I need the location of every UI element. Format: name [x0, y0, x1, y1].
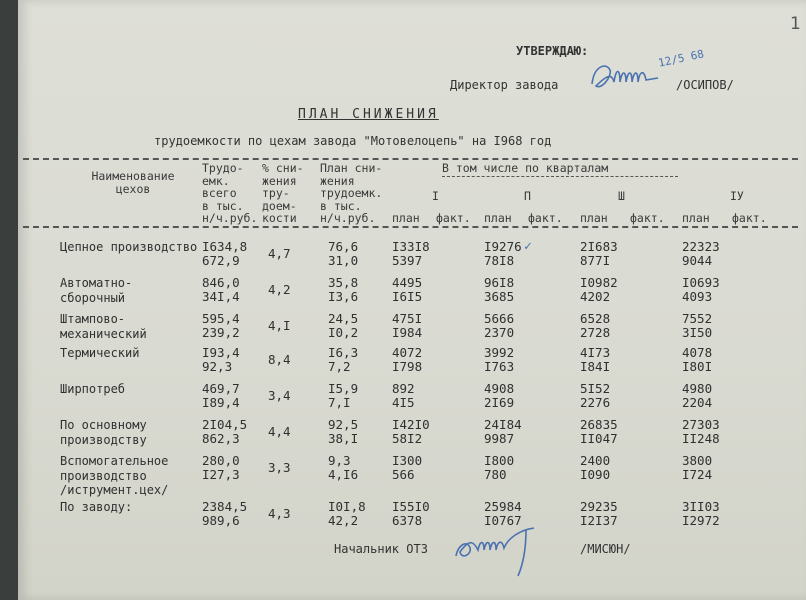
cell-total-fact: 34I,4 [202, 289, 240, 304]
cell-q2-plan: 24I84 [484, 417, 522, 432]
cell-reduction-pct: 4,I [268, 318, 291, 333]
cell-q2-fact: 3685 [484, 289, 515, 304]
approval-label: УТВЕРЖДАЮ: [516, 44, 589, 58]
row-workshop-name: Цепное производство [60, 240, 198, 254]
col-header-reduction-pct: % сни- жения тру- доем- кости [262, 161, 304, 225]
footer-name: /МИСЮН/ [580, 542, 631, 556]
cell-reduction-pct: 4,4 [268, 424, 291, 439]
cell-q3-fact: II047 [580, 431, 618, 446]
cell-total-plan: 595,4 [202, 311, 240, 326]
cell-total-plan: I634,8 [202, 239, 248, 254]
cell-q4-fact: I724 [682, 467, 713, 482]
cell-q4-fact: I80I [682, 359, 713, 374]
cell-reduction-plan: 92,5 [328, 417, 359, 432]
cell-q4-plan: 3II03 [682, 499, 720, 514]
cell-q2-plan: 25984 [484, 499, 522, 514]
cell-q1-fact: 4I5 [392, 395, 415, 410]
sub-plan-4: план [682, 211, 710, 225]
sub-plan-3: план [580, 211, 608, 225]
cell-q3-plan: 26835 [580, 417, 618, 432]
director-name: /ОСИПОВ/ [676, 78, 734, 92]
footer-title: Начальник ОТЗ [334, 542, 428, 556]
cell-q1-plan: I33I8 [392, 239, 430, 254]
cell-q4-plan: 4980 [682, 381, 713, 396]
cell-reduction-plan: 9,3 [328, 453, 351, 468]
cell-reduction-plan: 76,6 [328, 239, 359, 254]
cell-q3-fact: 2728 [580, 325, 611, 340]
col-header-quarters: В том числе по кварталам [442, 161, 609, 175]
cell-q3-fact: 2276 [580, 395, 611, 410]
cell-reduction-fact: I0,2 [328, 325, 359, 340]
cell-q4-fact: 9044 [682, 253, 713, 268]
cell-q4-plan: 3800 [682, 453, 713, 468]
cell-total-plan: 846,0 [202, 275, 240, 290]
cell-q1-plan: I55I0 [392, 499, 430, 514]
cell-reduction-plan: I5,9 [328, 381, 359, 396]
cell-reduction-pct: 4,7 [268, 246, 291, 261]
cell-q4-plan: 27303 [682, 417, 720, 432]
cell-q2-fact: 780 [484, 467, 507, 482]
cell-q3-plan: 6528 [580, 311, 611, 326]
cell-total-fact: 672,9 [202, 253, 240, 268]
cell-total-fact: 862,3 [202, 431, 240, 446]
cell-q1-plan: 475I [392, 311, 423, 326]
document-page [18, 0, 806, 600]
col-header-reduction-plan: План сни- жения трудоемк. в тыс. н/ч.руб. [320, 161, 383, 225]
cell-reduction-plan: 35,8 [328, 275, 359, 290]
cell-q3-plan: 2I683 [580, 239, 618, 254]
page-number: 1 [790, 14, 801, 34]
cell-q2-plan: 96I8 [484, 275, 515, 290]
sub-fact-1: факт. [436, 211, 471, 225]
sub-fact-3: факт. [630, 211, 665, 225]
quarter-label-2: П [524, 189, 531, 203]
cell-reduction-plan: I0I,8 [328, 499, 366, 514]
cell-reduction-fact: 42,2 [328, 513, 359, 528]
cell-reduction-plan: 24,5 [328, 311, 359, 326]
cell-q1-fact: I6I5 [392, 289, 423, 304]
row-workshop-name: Термический [60, 346, 140, 360]
footer-signature [448, 522, 558, 580]
cell-q2-fact: I0767 [484, 513, 522, 528]
doc-subtitle: трудоемкости по цехам завода "Мотовелоцепь" на I968 год [154, 134, 552, 148]
sub-fact-4: факт. [732, 211, 767, 225]
cell-total-plan: 2384,5 [202, 499, 248, 514]
signature-date: 12/5 68 [657, 47, 706, 70]
cell-q1-fact: 566 [392, 467, 415, 482]
cell-q3-plan: 29235 [580, 499, 618, 514]
quarter-label-3: Ш [618, 189, 625, 203]
row-workshop-name: Ширпотреб [60, 382, 126, 396]
cell-reduction-pct: 3,3 [268, 460, 291, 475]
cell-q2-plan: I9276 [484, 239, 522, 254]
doc-title: ПЛАН СНИЖЕНИЯ [298, 107, 439, 122]
cell-q2-plan: 5666 [484, 311, 515, 326]
cell-q3-plan: 4I73 [580, 345, 611, 360]
cell-q1-plan: 892 [392, 381, 415, 396]
cell-q3-fact: 4202 [580, 289, 611, 304]
cell-q3-fact: I090 [580, 467, 611, 482]
sub-fact-2: факт. [528, 211, 563, 225]
row-workshop-name: По заводу: [60, 500, 133, 514]
cell-reduction-pct: 4,3 [268, 506, 291, 521]
table-top-rule [23, 158, 798, 160]
cell-q3-fact: I84I [580, 359, 611, 374]
cell-reduction-plan: I6,3 [328, 345, 359, 360]
cell-q3-plan: 5I52 [580, 381, 611, 396]
cell-reduction-pct: 8,4 [268, 352, 291, 367]
cell-q2-plan: 4908 [484, 381, 515, 396]
quarter-label-1: I [432, 189, 439, 203]
row-workshop-name: Вспомогательное производство /иструмент.цех/ [60, 454, 169, 497]
cell-reduction-fact: 31,0 [328, 253, 359, 268]
cell-total-fact: 989,6 [202, 513, 240, 528]
cell-q2-plan: 3992 [484, 345, 515, 360]
cell-q1-plan: I42I0 [392, 417, 430, 432]
cell-reduction-fact: 7,I [328, 395, 351, 410]
cell-q4-plan: I0693 [682, 275, 720, 290]
col-header-workshop: Наименование цехов [91, 169, 175, 196]
cell-q4-fact: 4093 [682, 289, 713, 304]
cell-q4-plan: 7552 [682, 311, 713, 326]
cell-q2-fact: 2I69 [484, 395, 515, 410]
cell-reduction-fact: I3,6 [328, 289, 359, 304]
sub-plan-2: план [484, 211, 512, 225]
row-workshop-name: Автоматно- сборочный [60, 276, 133, 305]
cell-q1-fact: I798 [392, 359, 423, 374]
cell-total-plan: 2I04,5 [202, 417, 248, 432]
cell-q2-fact: I763 [484, 359, 515, 374]
cell-q4-fact: I2972 [682, 513, 720, 528]
cell-q2-fact: 78I8 [484, 253, 515, 268]
cell-q2-plan: I800 [484, 453, 515, 468]
cell-q1-plan: I300 [392, 453, 423, 468]
cell-total-fact: 239,2 [202, 325, 240, 340]
cell-q4-fact: 3I50 [682, 325, 713, 340]
cell-q4-fact: 2204 [682, 395, 713, 410]
quarter-label-4: IУ [730, 189, 744, 203]
cell-q1-plan: 4072 [392, 345, 423, 360]
cell-reduction-fact: 4,I6 [328, 467, 359, 482]
cell-reduction-pct: 4,2 [268, 282, 291, 297]
cell-q1-fact: I984 [392, 325, 423, 340]
cell-total-fact: I27,3 [202, 467, 240, 482]
cell-q1-fact: 5397 [392, 253, 423, 268]
cell-q3-fact: I2I37 [580, 513, 618, 528]
cell-q1-plan: 4495 [392, 275, 423, 290]
sub-plan-1: план [392, 211, 420, 225]
table-header-rule [23, 226, 798, 228]
cell-q3-plan: I0982 [580, 275, 618, 290]
cell-reduction-pct: 3,4 [268, 388, 291, 403]
binder-edge [0, 0, 18, 600]
cell-total-plan: 469,7 [202, 381, 240, 396]
cell-q2-fact: 9987 [484, 431, 515, 446]
cell-reduction-fact: 7,2 [328, 359, 351, 374]
cell-total-fact: 92,3 [202, 359, 233, 374]
quarters-group-rule [442, 176, 678, 177]
cell-q1-fact: 6378 [392, 513, 423, 528]
cell-q3-plan: 2400 [580, 453, 611, 468]
cell-total-plan: I93,4 [202, 345, 240, 360]
check-mark: ✓ [524, 239, 532, 254]
cell-q4-plan: 22323 [682, 239, 720, 254]
row-workshop-name: Штампово- механический [60, 312, 147, 341]
cell-q2-fact: 2370 [484, 325, 515, 340]
row-workshop-name: По основному производству [60, 418, 147, 447]
cell-total-plan: 280,0 [202, 453, 240, 468]
cell-reduction-fact: 38,I [328, 431, 359, 446]
cell-q1-fact: 58I2 [392, 431, 423, 446]
cell-q4-plan: 4078 [682, 345, 713, 360]
cell-q3-fact: 877I [580, 253, 611, 268]
director-title: Директор завода [450, 78, 559, 92]
col-header-labor-total: Трудо- емк. всего в тыс. н/ч.руб. [202, 161, 258, 225]
cell-q4-fact: II248 [682, 431, 720, 446]
cell-total-fact: I89,4 [202, 395, 240, 410]
